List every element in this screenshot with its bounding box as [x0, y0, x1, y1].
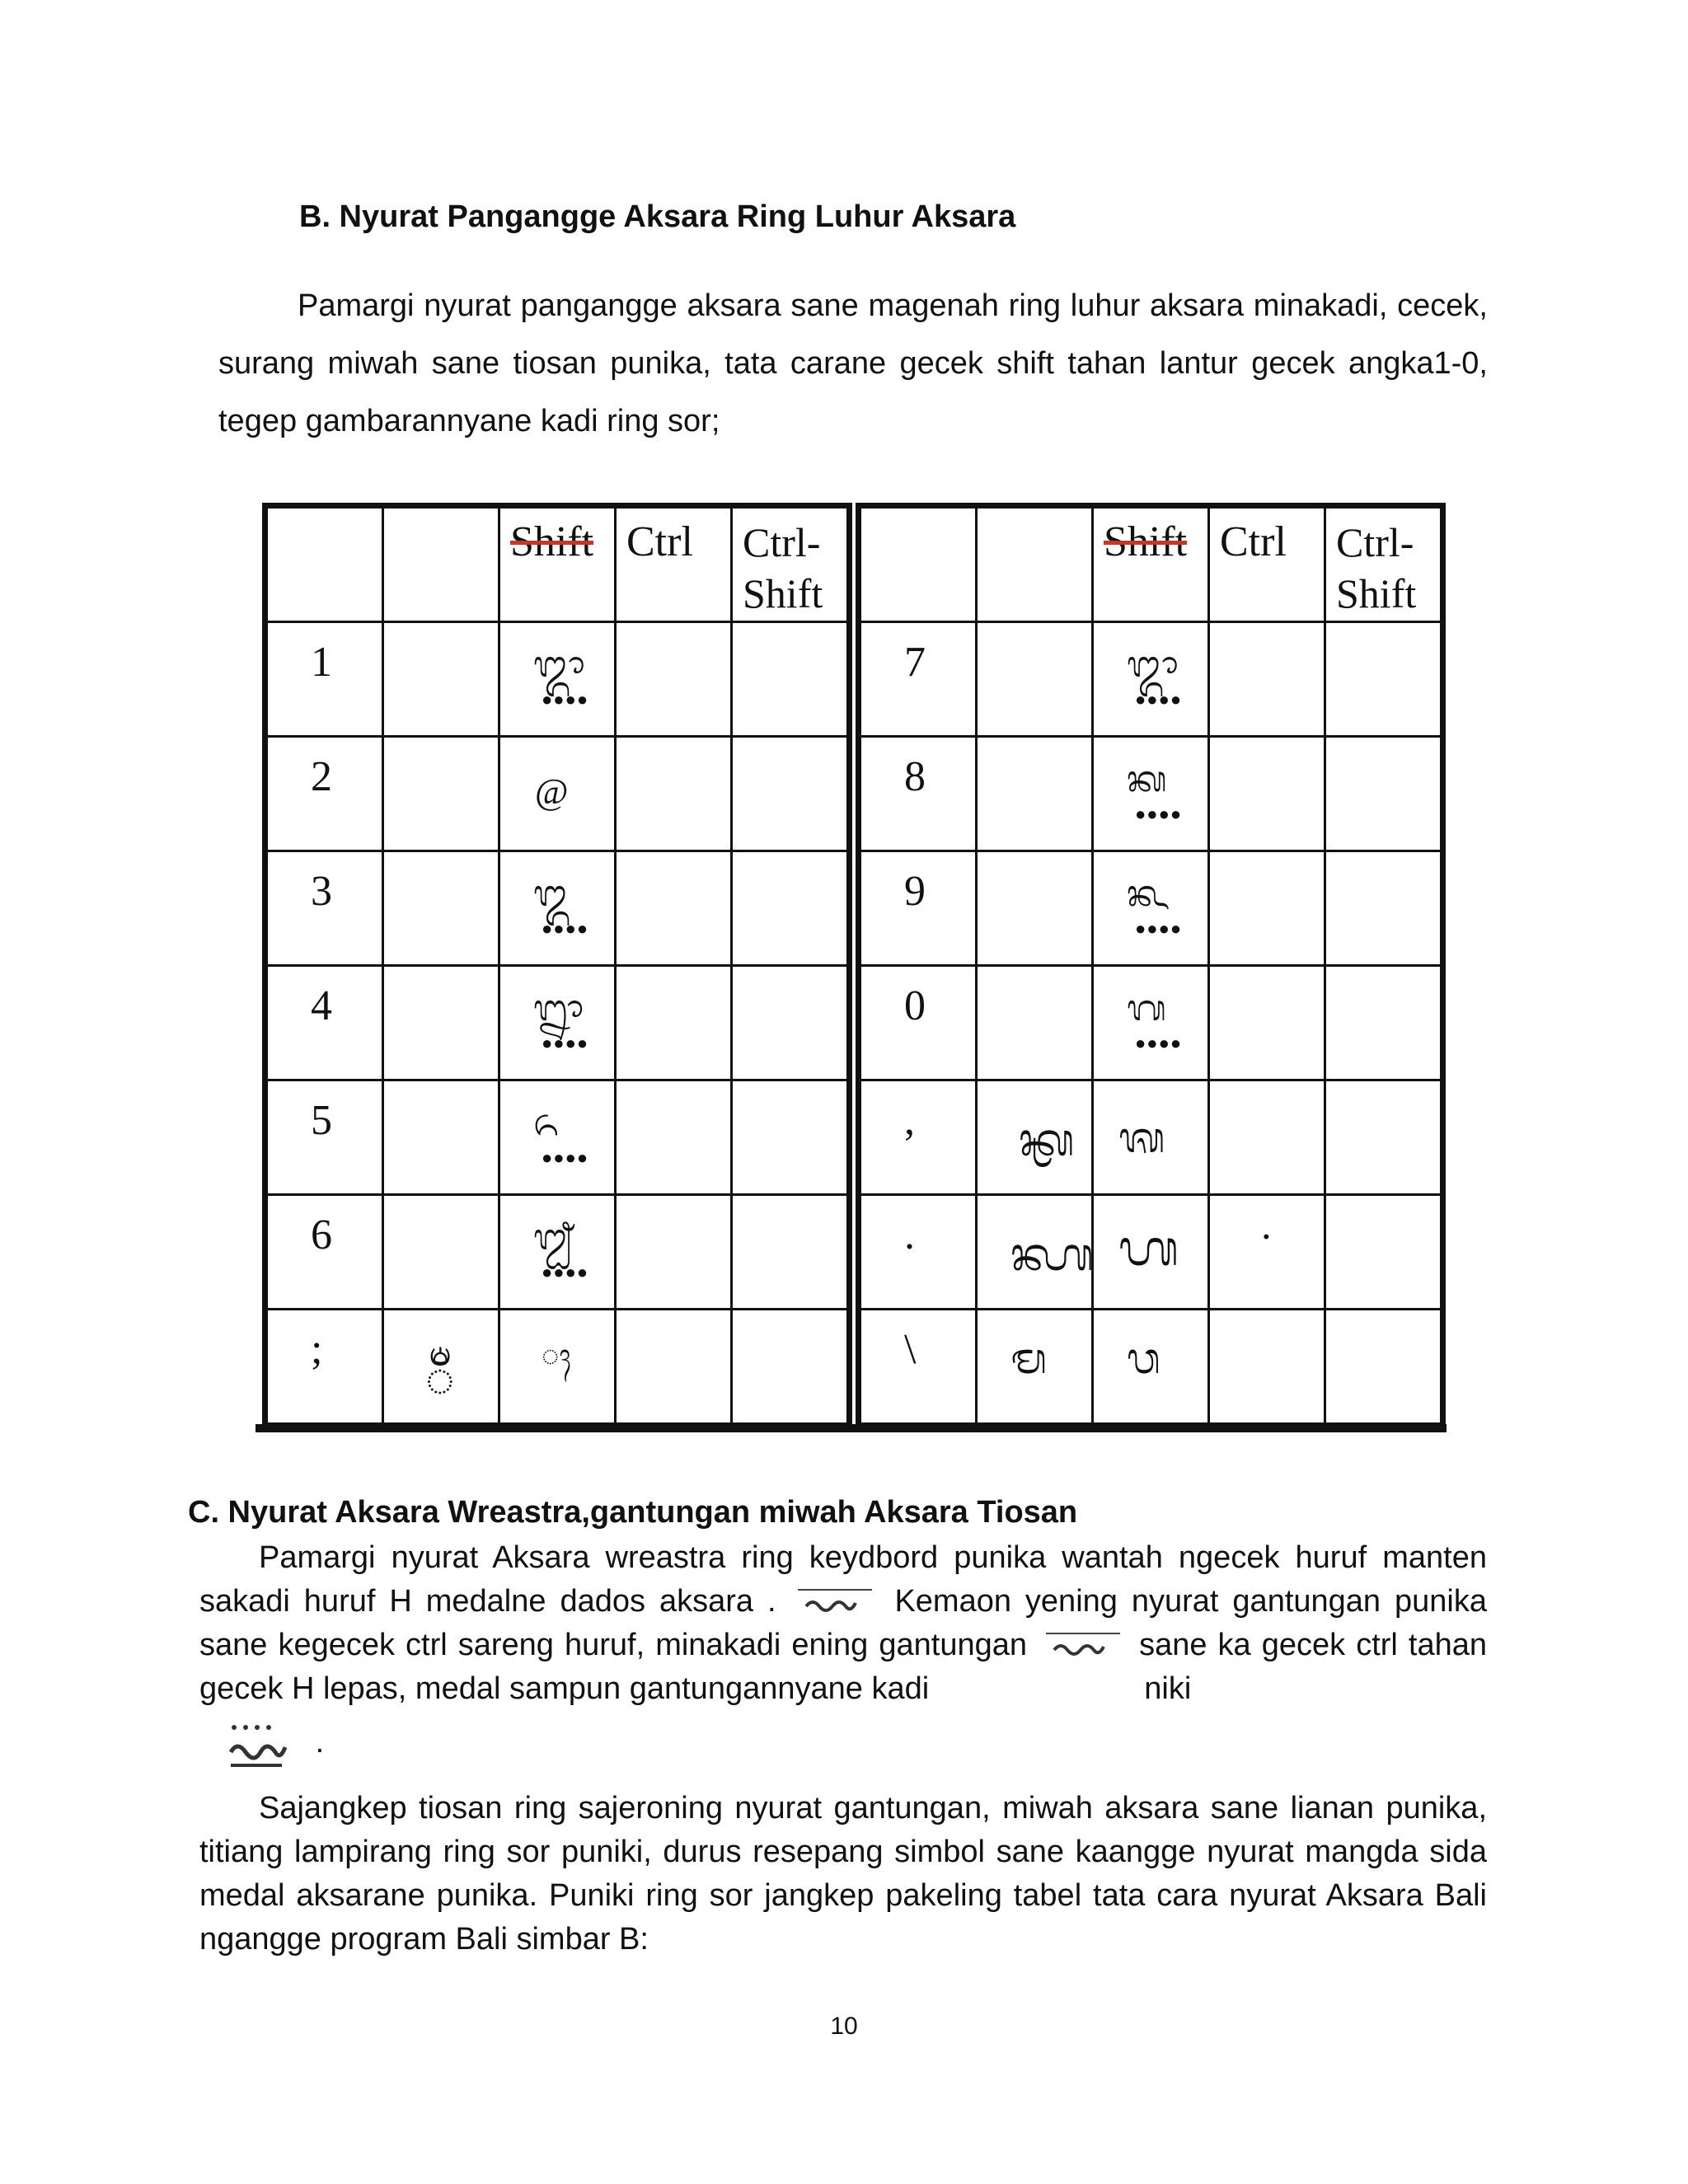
table-row — [859, 1080, 1443, 1195]
table-row — [859, 966, 1443, 1080]
table-bottom-rule — [256, 1424, 1447, 1432]
shift-glyph: ᬎ — [533, 988, 584, 1029]
key-label: 7 — [904, 639, 926, 686]
header-ctrl-shift: Ctrl-Shift — [732, 506, 850, 622]
shift-glyph: ᬰ — [1118, 1115, 1165, 1162]
key-label: , — [904, 1097, 915, 1144]
table-row — [859, 1195, 1443, 1310]
cecek-dots: ●●●● — [542, 1262, 589, 1282]
page-number: 10 — [830, 2013, 858, 2040]
table-row — [265, 851, 850, 966]
table-row — [265, 737, 850, 851]
cecek-dots: ●●●● — [1135, 918, 1183, 939]
table-header-row — [859, 506, 1443, 622]
header-ctrl: Ctrl — [616, 506, 732, 622]
shift-glyph: @ — [535, 771, 569, 812]
aksara-ha-icon — [790, 1586, 880, 1619]
table-row — [265, 1080, 850, 1195]
shift-glyph: ᬑ — [533, 874, 570, 914]
gantungan-result-icon — [224, 1719, 307, 1777]
gantungan-ha-icon — [1038, 1630, 1128, 1663]
shift-glyph: ᬔ — [1127, 874, 1168, 914]
key-label: 1 — [311, 639, 332, 686]
key-label: 0 — [904, 982, 926, 1029]
key-label: ; — [311, 1326, 323, 1373]
key-label: 3 — [311, 868, 332, 915]
key-label: 9 — [904, 868, 926, 915]
shift-glyph: ᬄ — [542, 1339, 572, 1372]
cecek-dots: ●●●● — [1135, 689, 1183, 710]
key-label: 6 — [311, 1212, 332, 1258]
table-header-row — [265, 506, 850, 622]
key-label: 8 — [904, 753, 926, 800]
table-row — [859, 1310, 1443, 1426]
key-label: \ — [904, 1326, 917, 1373]
shift-glyph: ᬒ — [533, 644, 585, 685]
table-row — [265, 1310, 850, 1426]
keyboard-table-right — [856, 503, 1446, 1428]
header-ctrl: Ctrl — [1209, 506, 1325, 622]
table-row — [265, 622, 850, 737]
key-label: 5 — [311, 1097, 332, 1144]
shift-glyph: ᬳ — [1118, 1221, 1179, 1276]
table-row — [265, 1195, 850, 1310]
key-label: 4 — [311, 982, 332, 1029]
cecek-dots: ●●●● — [542, 918, 589, 939]
cecek-dots: ●●●● — [1135, 804, 1183, 824]
header-ctrl-shift: Ctrl-Shift — [1325, 506, 1443, 622]
shift-glyph: ᬒ — [1127, 644, 1179, 685]
shift-glyph: ᬏ — [533, 1103, 560, 1143]
cecek-dots: ●●●● — [1135, 1033, 1183, 1053]
section-c-heading: C. Nyurat Aksara Wreastra,gantungan miwah Aksara Tiosan — [188, 1495, 1078, 1530]
table-row — [859, 622, 1443, 737]
table-row — [265, 966, 850, 1080]
plain-glyph: ᬫ — [1010, 1336, 1048, 1383]
cecek-dots: ●●●● — [542, 1033, 589, 1053]
plain-glyph: ᭆ — [1010, 1230, 1095, 1281]
shift-glyph: ᬓ — [1127, 759, 1167, 799]
plain-glyph: ᭅ — [1019, 1115, 1075, 1166]
plain-glyph: ᬁ — [425, 1352, 455, 1407]
keyboard-table-left — [262, 503, 852, 1428]
table-row — [859, 851, 1443, 966]
ctrl-glyph: · — [1259, 1213, 1273, 1259]
table-row — [859, 737, 1443, 851]
shift-glyph: ᬐ — [533, 1217, 575, 1258]
cecek-dots: ●●●● — [542, 1147, 589, 1168]
shift-glyph: ᬕ — [1127, 988, 1167, 1029]
key-label: . — [904, 1212, 915, 1258]
key-label: 2 — [311, 753, 332, 800]
cecek-dots: ●●●● — [542, 689, 589, 710]
section-b-heading: B. Nyurat Pangangge Aksara Ring Luhur Aksara — [299, 199, 1016, 234]
shift-glyph: ᬯ — [1127, 1336, 1161, 1383]
header-shift: Shift — [499, 506, 616, 622]
section-c-paragraph-2: Sajangkep tiosan ring sajeroning nyurat gantungan, miwah aksara sane lianan punika, titiang lampirang ring sor puniki, durus resepang simbol sane kaangge nyurat mangda sida medal aksarane punika. Puniki ring sor jangkep pakeling tabel tata cara nyurat Aksara Bali ngangge program Bali simbar B: — [199, 1791, 1487, 1957]
header-shift: Shift — [1093, 506, 1209, 622]
section-c-paragraph-1: Pamargi nyurat Aksara wreastra ring keydbord punika wantah ngecek huruf manten sakadi huruf H medalne dados aksara . Kemaon yening nyurat gantungan punika sane kegecek ctrl sareng huruf, minakadi ening gantungan sane ka gecek ctrl tahan gecek H lepas, medal sampun gantungannyane kadi niki . — [199, 1536, 1487, 1777]
section-b-paragraph: Pamargi nyurat pangangge aksara sane magenah ring luhur aksara minakadi, cecek, surang miwah sane tiosan punika, tata carane gecek shift tahan lantur gecek angka1-0, tegep gambarannyane kadi ring sor; — [218, 288, 1488, 438]
